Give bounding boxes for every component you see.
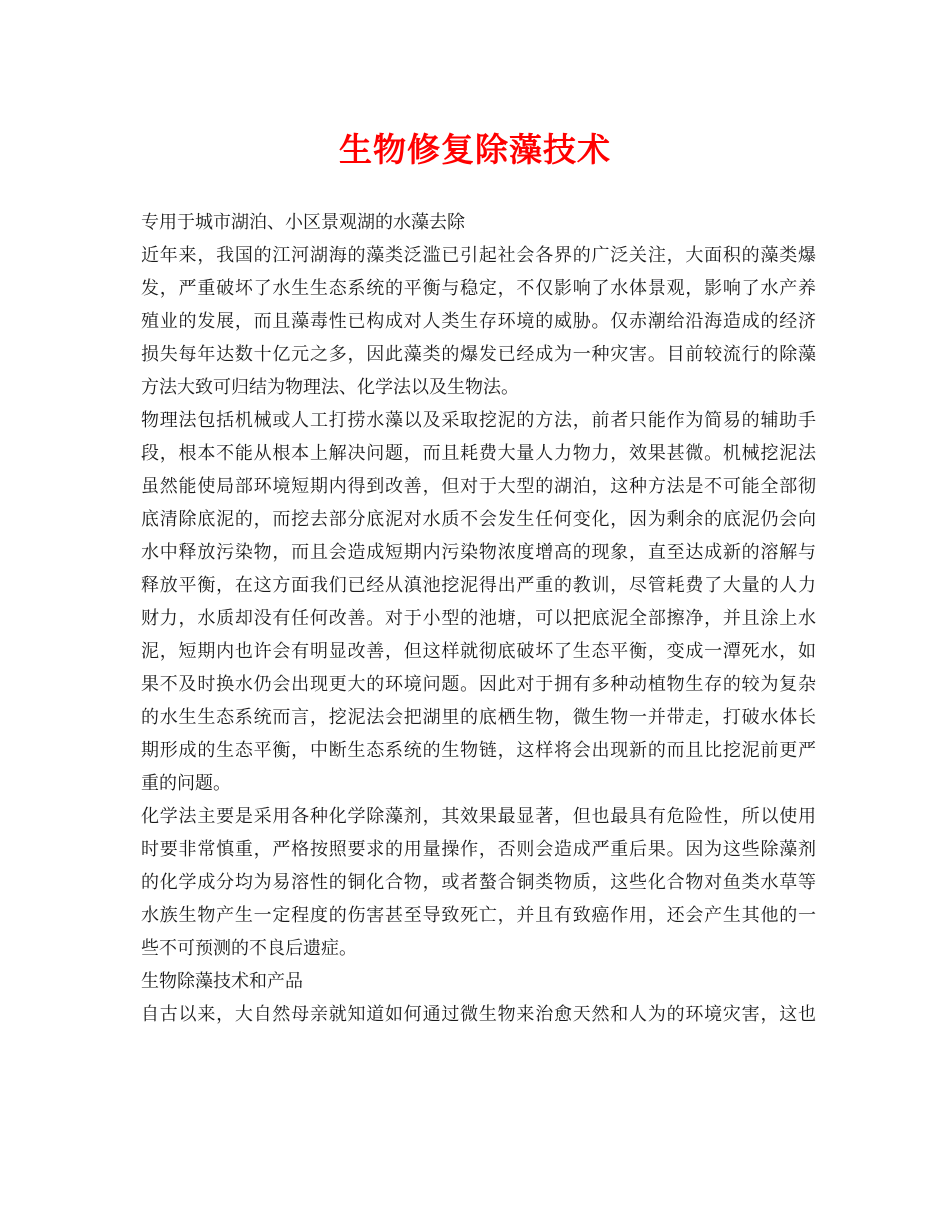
text-line: 些不可预测的不良后遗症。 — [141, 938, 357, 959]
text-line: 殖业的发展，而且藻毒性已构成对人类生存环境的威胁。仅赤潮给沿海造成的经济 — [141, 311, 816, 332]
text-line: 果不及时换水仍会出现更大的环境问题。因此对于拥有多种动植物生存的较为复杂 — [141, 674, 816, 695]
text-line: 自古以来，大自然母亲就知道如何通过微生物来治愈天然和人为的环境灾害，这也 — [141, 1004, 816, 1025]
text-line: 生物除藻技术和产品 — [141, 971, 303, 992]
text-line: 物理法包括机械或人工打捞水藻以及采取挖泥的方法，前者只能作为简易的辅助手 — [141, 410, 816, 431]
text-line: 泥，短期内也许会有明显改善，但这样就彻底破坏了生态平衡，变成一潭死水，如 — [141, 641, 816, 662]
text-line: 重的问题。 — [141, 773, 231, 794]
text-line: 近年来，我国的江河湖海的藻类泛滥已引起社会各界的广泛关注，大面积的藻类爆 — [141, 245, 816, 266]
text-line: 时要非常慎重，严格按照要求的用量操作，否则会造成严重后果。因为这些除藻剂 — [141, 839, 816, 860]
text-line: 化学法主要是采用各种化学除藻剂，其效果最显著，但也最具有危险性，所以使用 — [141, 806, 816, 827]
text-line: 底清除底泥的，而挖去部分底泥对水质不会发生任何变化，因为剩余的底泥仍会向 — [141, 509, 816, 530]
document-title: 生物修复除藻技术 — [339, 130, 611, 169]
text-line: 水中释放污染物，而且会造成短期内污染物浓度增高的现象，直至达成新的溶解与 — [141, 542, 816, 563]
text-line: 损失每年达数十亿元之多，因此藻类的爆发已经成为一种灾害。目前较流行的除藻 — [141, 344, 816, 365]
document-body — [141, 206, 816, 1031]
text-line: 的化学成分均为易溶性的铜化合物，或者螯合铜类物质，这些化合物对鱼类水草等 — [141, 872, 816, 893]
text-line: 发，严重破坏了水生生态系统的平衡与稳定，不仅影响了水体景观，影响了水产养 — [141, 278, 816, 299]
text-line: 专用于城市湖泊、小区景观湖的水藻去除 — [141, 212, 465, 233]
text-line: 的水生生态系统而言，挖泥法会把湖里的底栖生物，微生物一并带走，打破水体长 — [141, 707, 816, 728]
text-line: 方法大致可归结为物理法、化学法以及生物法。 — [141, 377, 519, 398]
text-line: 财力，水质却没有任何改善。对于小型的池塘，可以把底泥全部擦净，并且涂上水 — [141, 608, 816, 629]
text-line: 释放平衡，在这方面我们已经从滇池挖泥得出严重的教训，尽管耗费了大量的人力 — [141, 575, 816, 596]
text-line: 期形成的生态平衡，中断生态系统的生物链，这样将会出现新的而且比挖泥前更严 — [141, 740, 816, 761]
text-line: 段，根本不能从根本上解决问题，而且耗费大量人力物力，效果甚微。机械挖泥法 — [141, 443, 816, 464]
text-line: 虽然能使局部环境短期内得到改善，但对于大型的湖泊，这种方法是不可能全部彻 — [141, 476, 816, 497]
text-line: 水族生物产生一定程度的伤害甚至导致死亡，并且有致癌作用，还会产生其他的一 — [141, 905, 816, 926]
